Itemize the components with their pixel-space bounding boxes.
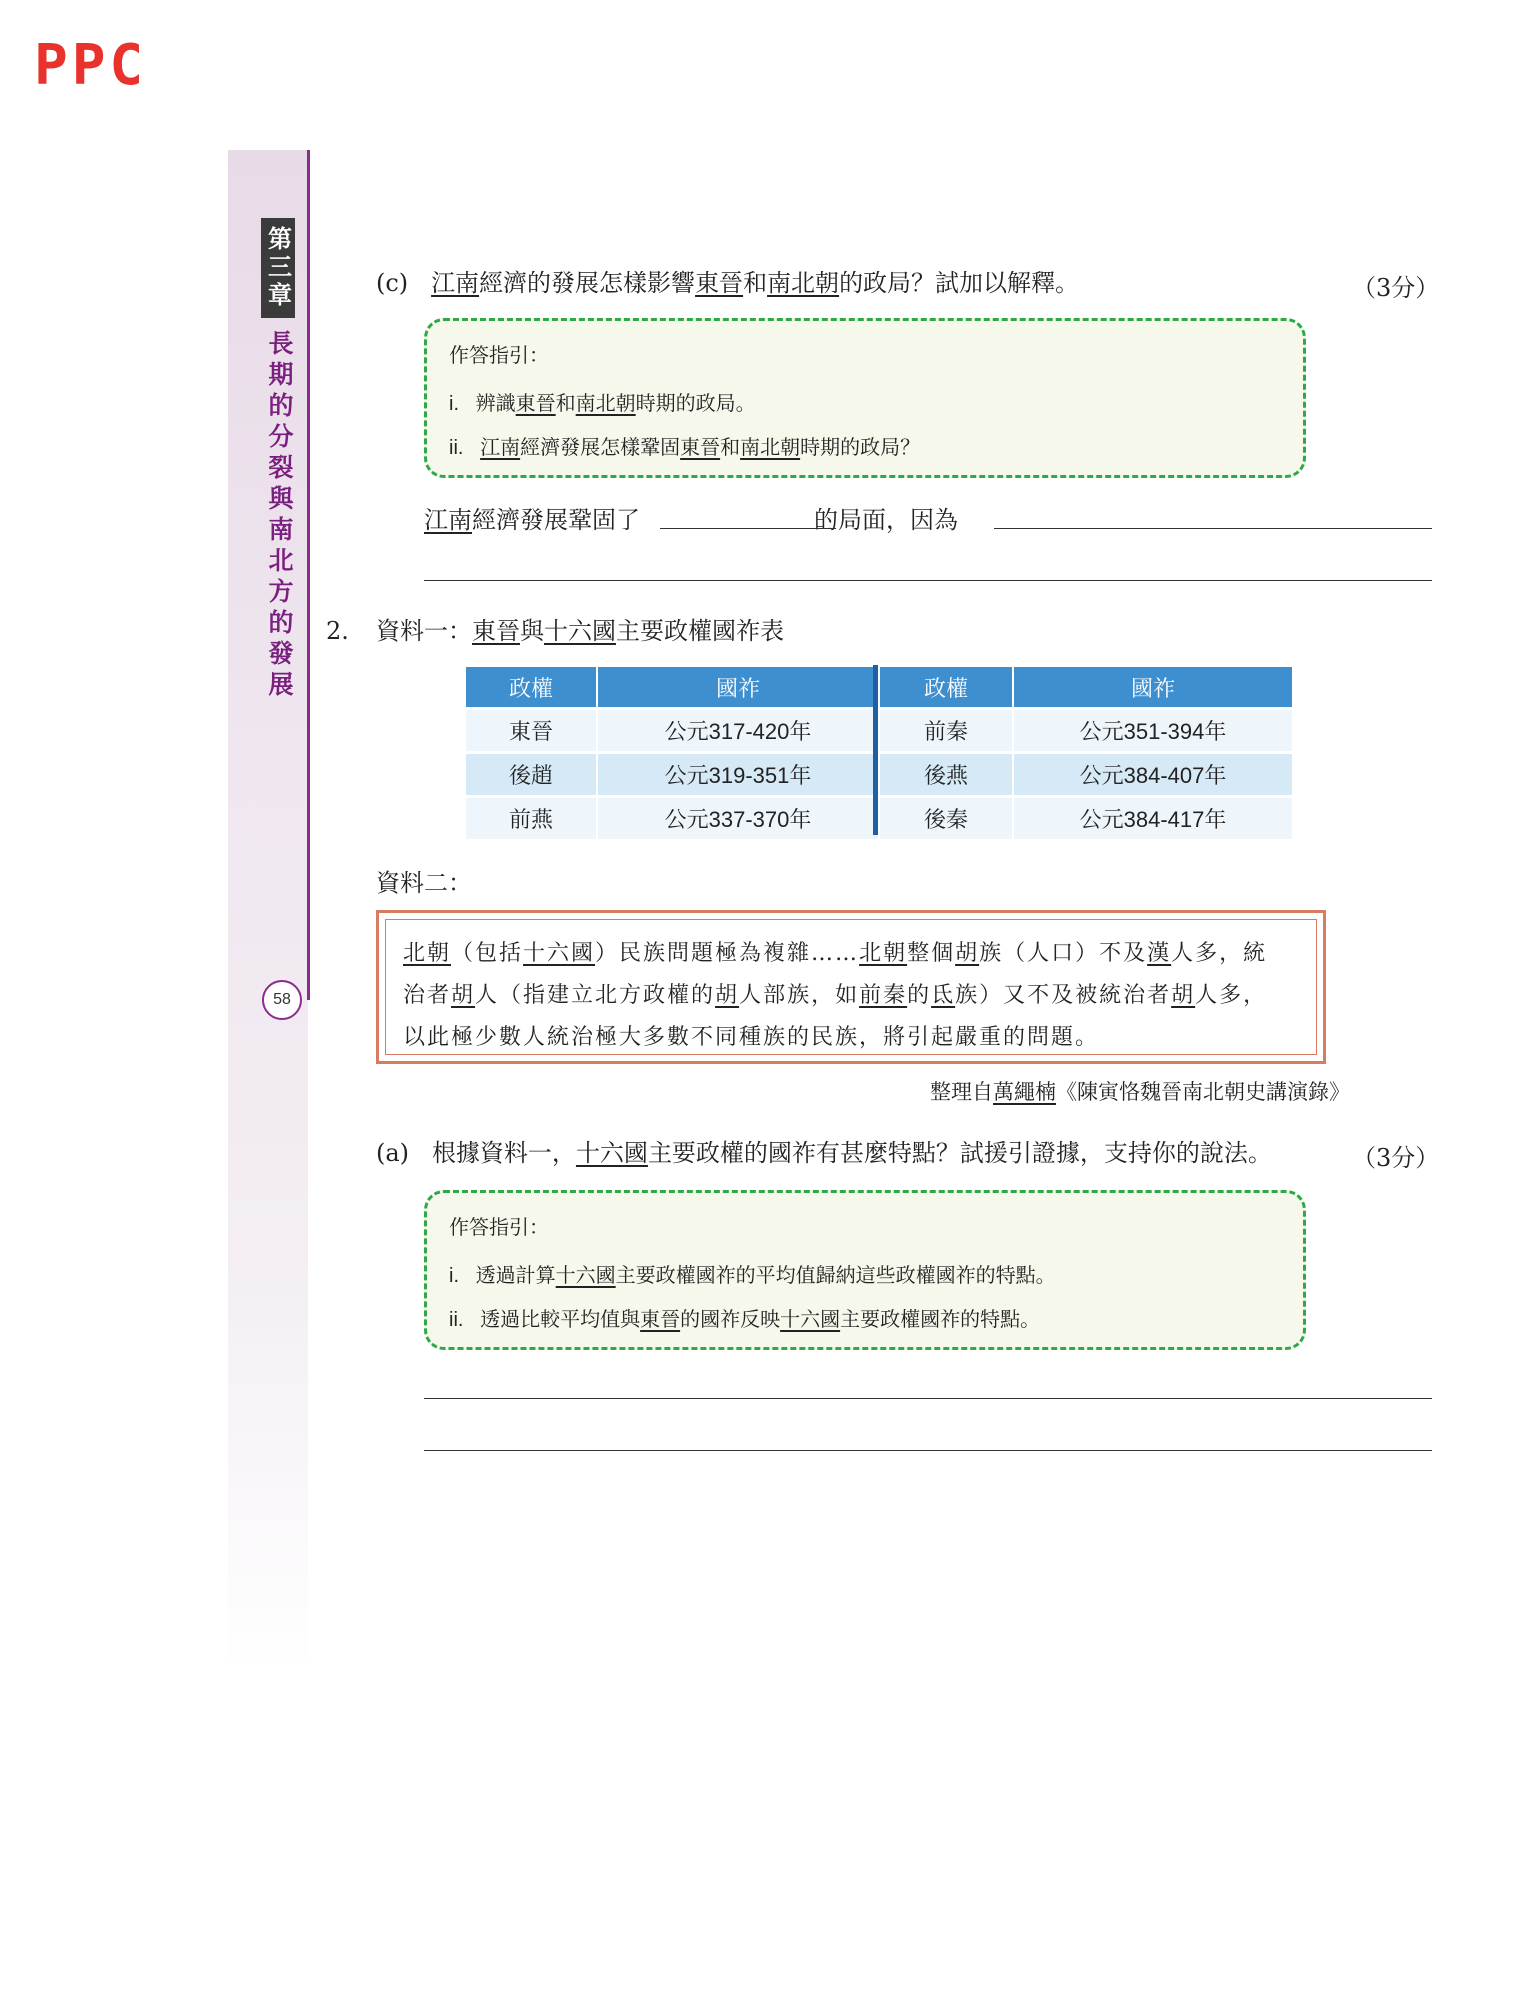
sidebar-divider xyxy=(307,150,310,1000)
quote-line: 以此極少數人統治極大多數不同種族的民族，將引起嚴重的問題。 xyxy=(403,1025,1100,1050)
answer-line[interactable] xyxy=(424,1450,1432,1451)
guide-title: 作答指引： xyxy=(449,345,549,367)
table-header: 政權 xyxy=(880,667,1012,707)
question-1c: (c) 江南經濟的發展怎樣影響東晉和南北朝的政局？試加以解釋。 xyxy=(376,269,1080,297)
answer-line[interactable] xyxy=(424,1398,1432,1399)
guide-item: ii. 江南經濟發展怎樣鞏固東晉和南北朝時期的政局？ xyxy=(449,437,921,459)
answer-prompt-1c: 江南經濟發展鞏固了 的局面，因為 xyxy=(424,506,958,534)
guide-item: i. 辨識東晉和南北朝時期的政局。 xyxy=(449,393,756,415)
table-row: 東晉 公元317-420年 前秦 公元351-394年 xyxy=(466,710,1292,751)
dynasty-table xyxy=(464,664,1294,842)
table-row: 前燕 公元337-370年 後秦 公元384-417年 xyxy=(466,798,1292,839)
table-header: 政權 xyxy=(466,667,596,707)
source-2-quote xyxy=(376,910,1326,1064)
source-1-title: 資料一：東晉與十六國主要政權國祚表 xyxy=(376,617,784,645)
chapter-title: 長期的分裂與南北方的發展 xyxy=(265,330,294,702)
page-number: 58 xyxy=(262,980,302,1020)
table-row: 後趙 公元319-351年 後燕 公元384-407年 xyxy=(466,754,1292,795)
answer-blank[interactable] xyxy=(994,528,1432,529)
answer-blank[interactable] xyxy=(660,528,836,529)
question-2a: (a) 根據資料一，十六國主要政權的國祚有甚麼特點？試援引證據，支持你的說法。 xyxy=(376,1139,1272,1167)
table-header: 國祚 xyxy=(1014,667,1292,707)
quote-line: 北朝（包括十六國）民族問題極為複雜……北朝整個胡族（人口）不及漢人多，統 xyxy=(403,941,1268,966)
publisher-logo: PPC xyxy=(34,33,148,98)
marks-1c: （3分） xyxy=(1352,274,1440,302)
answer-line[interactable] xyxy=(424,580,1432,581)
source-2-label: 資料二： xyxy=(376,869,472,897)
guide-item: ii. 透過比較平均值與東晉的國祚反映十六國主要政權國祚的特點。 xyxy=(449,1309,1041,1331)
quote-line: 治者胡人（指建立北方政權的胡人部族，如前秦的氐族）又不及被統治者胡人多， xyxy=(403,983,1268,1008)
answer-guide-1c xyxy=(424,318,1306,478)
question-number-2: 2. xyxy=(326,617,349,645)
guide-title: 作答指引： xyxy=(449,1217,549,1239)
quote-text xyxy=(403,933,1303,1059)
table-header: 國祚 xyxy=(598,667,878,707)
guide-item: i. 透過計算十六國主要政權國祚的平均值歸納這些政權國祚的特點。 xyxy=(449,1265,1056,1287)
chapter-label: 第三章 xyxy=(261,218,295,318)
source-citation: 整理自萬繩楠《陳寅恪魏晉南北朝史講演錄》 xyxy=(930,1080,1350,1104)
table-divider xyxy=(873,665,878,835)
marks-2a: （3分） xyxy=(1352,1144,1440,1172)
answer-guide-2a xyxy=(424,1190,1306,1350)
